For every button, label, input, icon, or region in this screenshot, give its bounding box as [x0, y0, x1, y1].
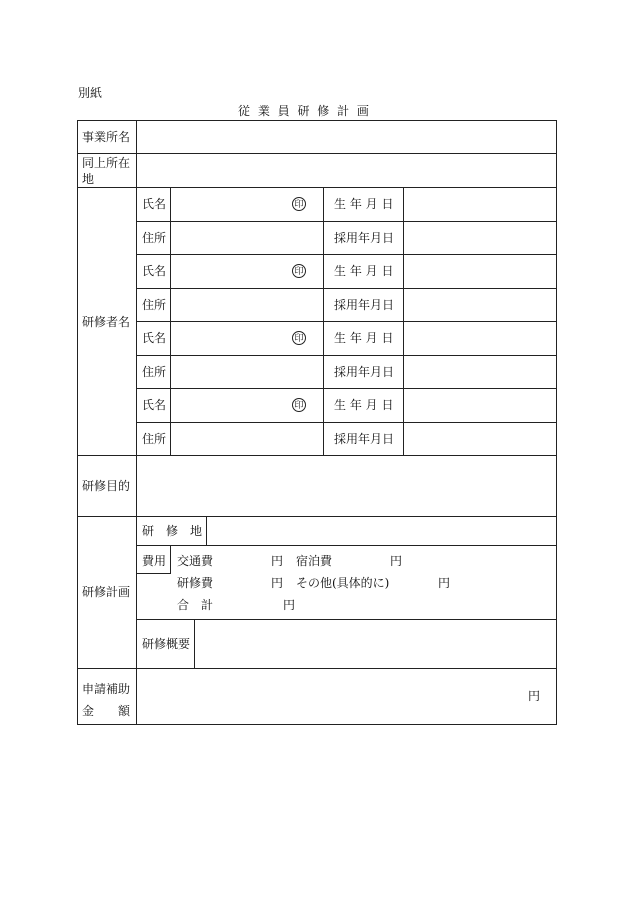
lodging-yen: 円	[390, 554, 403, 568]
trainee-3-hire-date-label: 採用年月日	[334, 365, 395, 379]
trainee-1-seal-mark: 印	[292, 197, 306, 211]
trainee-1-name-label: 氏名	[142, 197, 167, 211]
subsidy-yen: 円	[528, 689, 541, 703]
office-address-label-2: 地	[82, 172, 95, 186]
office-name-field[interactable]	[137, 121, 556, 153]
trainee-3-seal-mark: 印	[292, 331, 306, 345]
subsidy-amount-field[interactable]	[137, 669, 556, 724]
trainee-4-name-label: 氏名	[142, 398, 167, 412]
trainee-3-name-label: 氏名	[142, 331, 167, 345]
trainee-4-hire-date-label: 採用年月日	[334, 432, 395, 446]
office-address-label-1: 同上所在	[82, 156, 131, 170]
training-location-label: 研 修 地	[142, 524, 203, 538]
training-fee-label: 研修費	[177, 576, 214, 590]
subsidy-label-1: 申請補助	[82, 682, 131, 696]
trainee-4-birthdate-label: 生 年 月 日	[334, 398, 394, 412]
total-cost-label: 合 計	[177, 598, 214, 612]
plan-label: 研修計画	[82, 585, 131, 599]
total-yen: 円	[283, 598, 296, 612]
trainee-2-seal-mark: 印	[292, 264, 306, 278]
trainee-1-address-label: 住所	[142, 231, 167, 245]
transport-cost-label: 交通費	[177, 554, 214, 568]
other-yen: 円	[438, 576, 451, 590]
training-location-field[interactable]	[207, 517, 556, 545]
trainees-label: 研修者名	[82, 315, 131, 329]
office-name-label: 事業所名	[82, 130, 131, 144]
purpose-field[interactable]	[137, 456, 556, 516]
training-fee-yen: 円	[271, 576, 284, 590]
form-title: 従 業 員 研 修 計 画	[238, 104, 371, 118]
trainee-1-hire-date-label: 採用年月日	[334, 231, 395, 245]
trainee-2-birthdate-label: 生 年 月 日	[334, 264, 394, 278]
trainee-2-address-label: 住所	[142, 298, 167, 312]
office-address-field[interactable]	[137, 154, 556, 187]
overview-label: 研修概要	[142, 637, 191, 651]
overview-field[interactable]	[195, 620, 556, 668]
attachment-label: 別紙	[78, 86, 103, 100]
other-cost-label: その他(具体的に)	[296, 576, 390, 590]
transport-yen: 円	[271, 554, 284, 568]
trainee-4-address-label: 住所	[142, 432, 167, 446]
trainee-2-name-label: 氏名	[142, 264, 167, 278]
trainee-1-birthdate-label: 生 年 月 日	[334, 197, 394, 211]
trainee-4-seal-mark: 印	[292, 398, 306, 412]
lodging-cost-label: 宿泊費	[296, 554, 333, 568]
trainee-3-birthdate-label: 生 年 月 日	[334, 331, 394, 345]
trainee-3-address-label: 住所	[142, 365, 167, 379]
purpose-label: 研修目的	[82, 479, 131, 493]
subsidy-label-2: 金 額	[82, 704, 131, 718]
costs-label: 費用	[142, 554, 167, 568]
trainee-2-hire-date-label: 採用年月日	[334, 298, 395, 312]
